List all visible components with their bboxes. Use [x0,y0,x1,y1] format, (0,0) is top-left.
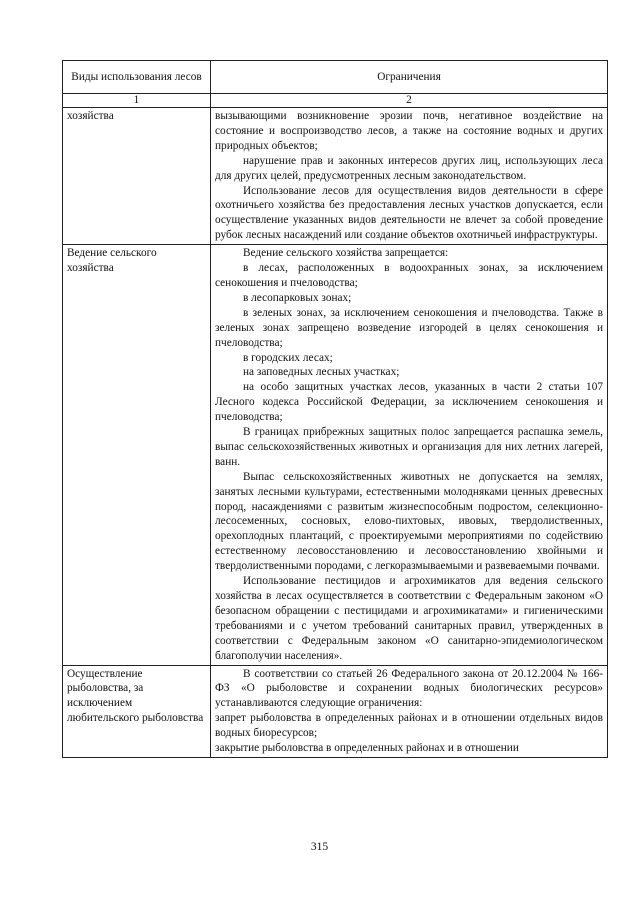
row-type-cell [63,665,211,757]
column-number-2: 2 [211,94,608,108]
restriction-paragraph: в лесах, расположенных в водоохранных зонах, за исключением сенокошения и пчеловодства; [215,262,603,289]
restriction-paragraph: в лесопарковых зонах; [243,291,352,304]
restriction-paragraph: Использование лесов для осуществления видов деятельности в сфере охотничьего хозяйства без предоставления лесных участков допускается, если осуществление указанных видов деятельности не влечет за собой проведение рубок лесных насаждений или создание объектов охотничьей инфраструктуры. [215,184,603,242]
row-restrictions-cell [211,665,608,757]
restriction-paragraph: В соответствии со статьей 26 Федерального закона от 20.12.2004 № 166-ФЗ «О рыболовстве и сохранении водных биологических ресурсов» устанавливаются следующие ограничения: [215,667,603,710]
restriction-paragraph: на особо защитных участках лесов, указанных в части 2 статьи 107 Лесного кодекса Российской Федерации, за исключением сенокошения и пчеловодства; [215,381,603,424]
row-type: Осуществление рыболовства, за исключением любительского рыболовства [67,667,204,725]
column-number-row [63,94,608,108]
restriction-paragraph: на заповедных лесных участках; [243,366,400,379]
row-restrictions-cell [211,245,608,665]
restriction-paragraph: В границах прибрежных защитных полос запрещается распашка земель, выпас сельскохозяйственных животных и организация для них летних лагерей, ванн. [215,426,603,468]
header-forest-use-types: Виды использования лесов [63,61,211,94]
table-row [63,245,608,665]
restriction-paragraph: запрет рыболовства в определенных районах и в отношении отдельных видов водных биоресурсов; [215,712,603,740]
restriction-paragraph: в городских лесах; [243,351,333,364]
restriction-paragraph: Использование пестицидов и агрохимикатов для ведения сельского хозяйства в лесах осуществляется в соответствии с Федеральным законом «О безопасном обращении с пестицидами и агрохимикатами» и гигиеническими требованиями и с учетом требований санитарных правил, утвержденных в соответствии с Федеральным законом «О санитарно-эпидемиологическом благополучии населения». [215,575,603,662]
restriction-paragraph: в зеленых зонах, за исключением сенокошения и пчеловодства. Также в зеленых зонах запрещено возведение изгородей в целях сенокошения и пчеловодства; [215,306,603,349]
row-type: Ведение сельского хозяйства [67,247,157,275]
row-type-cell [63,108,211,245]
restriction-paragraph: нарушение прав и законных интересов других лиц, использующих леса для других целей, предусмотренных лесным законодательством. [215,154,603,182]
page-number: 315 [310,841,329,853]
row-type: хозяйства [67,110,114,122]
restriction-paragraph: Ведение сельского хозяйства запрещается: [243,247,449,260]
column-number-1: 1 [63,94,211,108]
header-restrictions: Ограничения [211,61,608,94]
row-restrictions-cell [211,108,608,245]
restrictions-table [62,60,608,758]
header-row [63,61,608,94]
table-row [63,108,608,245]
restriction-paragraph: Выпас сельскохозяйственных животных не допускается на землях, занятых лесными культурами, естественными молодняками ценных древесных пород, насаждениями с развитым жизнеспособным подростом, селекционно-лесосеменных, сосновых, елово-пихтовых, ивовых, твердолиственных, орехоплодных плантаций, с проектируемыми мероприятиями по содействию естественному лесовосстановлению и лесовосстановлению хвойными и твердолиственными породами, с легкоразмываемыми и развеваемыми почвами. [215,470,603,573]
table-row [63,665,608,757]
restriction-paragraph: вызывающими возникновение эрозии почв, негативное воздействие на состояние и воспроизводство лесов, а также на состояние водных и других природных объектов; [215,110,603,152]
restriction-paragraph: закрытие рыболовства в определенных районах и в отношении [215,742,519,755]
row-type-cell [63,245,211,665]
